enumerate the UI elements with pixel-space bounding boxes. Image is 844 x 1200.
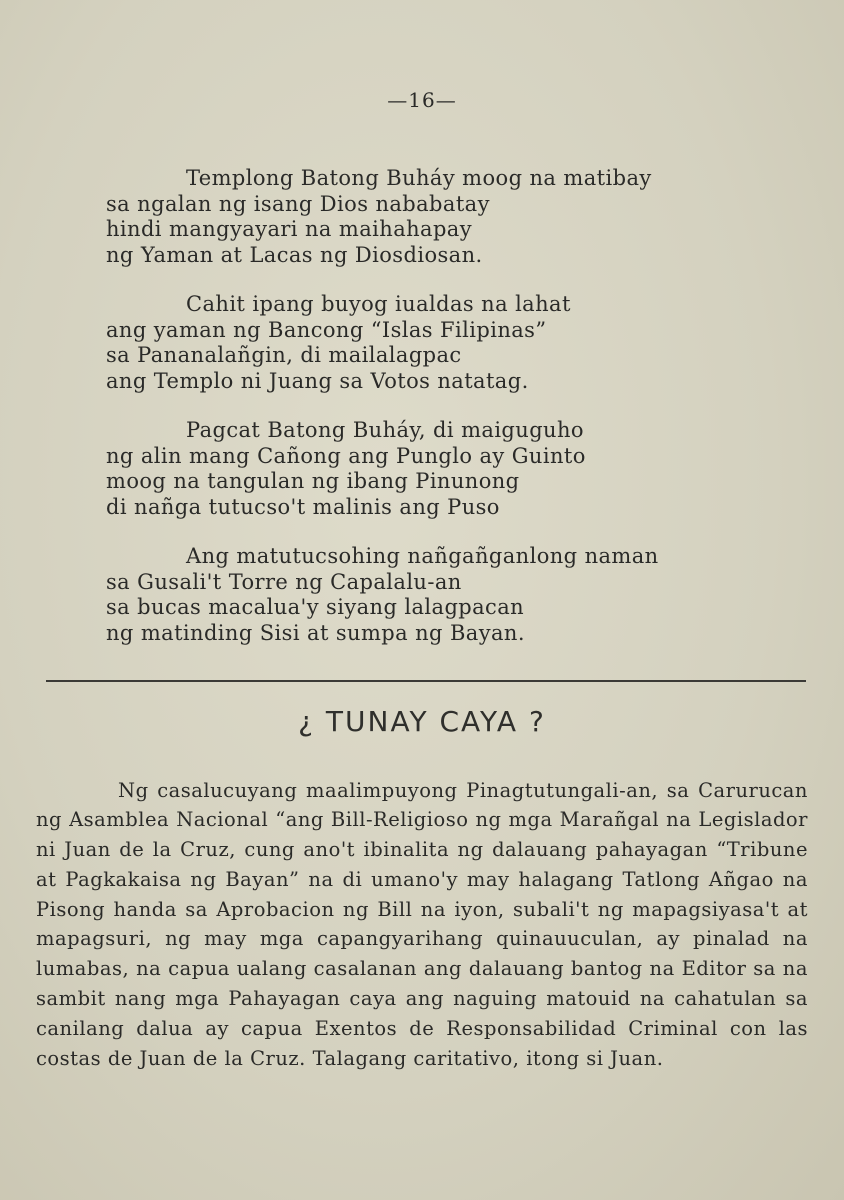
poem bbox=[106, 166, 746, 670]
poem-line: moog na tangulan ng ibang Pinunong bbox=[106, 469, 520, 493]
poem-line: ng Yaman at Lacas ng Diosdiosan. bbox=[106, 242, 483, 267]
poem-line: ang yaman ng Bancong “Islas Filipinas” bbox=[106, 317, 547, 342]
poem-line: sa Gusali't Torre ng Capalalu-an bbox=[106, 569, 462, 594]
section-paragraph: Ng casalucuyang maalimpuyong Pinagtutungali-an, sa Carurucan ng Asamblea Nacional “ang Bill-Religioso ng mga Marañgal na Legislador ni Juan de la Cruz, cung ano't ibinalita ng dalauang pahayagan “Tribune at Pagkakaisa ng Bayan” na di umano'y may halagang Tatlong Añgao na Pisong handa sa Aprobacion ng Bill na iyon, subali't ng mapagsiyasa't at mapagsuri, ng may mga capangyarihang quinauuculan, ay pinalad na lumabas, na capua ualang casalanan ang dalauang bantog na Editor sa na sambit nang mga Pahayagan caya ang naguing matouid na cahatulan sa canilang dalua ay capua Exentos de Responsabilidad Criminal con las costas de Juan de la Cruz. Talagang caritativo, itong si Juan. bbox=[36, 778, 808, 1070]
poem-stanza bbox=[106, 544, 746, 646]
poem-line: sa Pananalañgin, di mailalagpac bbox=[106, 343, 462, 367]
poem-line: di nañga tutucso't malinis ang Puso bbox=[106, 494, 500, 519]
section-title: ¿ TUNAY CAYA ? bbox=[298, 705, 546, 738]
poem-stanza bbox=[106, 166, 746, 268]
poem-line: sa bucas macalua'y siyang lalagpacan bbox=[106, 595, 525, 619]
poem-line: ng matinding Sisi at sumpa ng Bayan. bbox=[106, 620, 525, 645]
poem-line: ang Templo ni Juang sa Votos natatag. bbox=[106, 368, 529, 393]
poem-line: ng alin mang Cañong ang Punglo ay Guinto bbox=[106, 443, 586, 468]
section-divider bbox=[46, 680, 806, 682]
poem-line: Ang matutucsohing nañgañganlong naman bbox=[186, 544, 659, 568]
poem-line: Pagcat Batong Buháy, di maiguguho bbox=[186, 418, 584, 442]
poem-stanza bbox=[106, 292, 746, 394]
poem-line: Templong Batong Buháy moog na matibay bbox=[186, 166, 652, 190]
poem-stanza bbox=[106, 418, 746, 520]
page-number: —16— bbox=[387, 88, 457, 112]
poem-line: sa ngalan ng isang Dios nababatay bbox=[106, 191, 490, 216]
poem-line: Cahit ipang buyog iualdas na lahat bbox=[186, 292, 571, 316]
poem-line: hindi mangyayari na maihahapay bbox=[106, 217, 472, 241]
